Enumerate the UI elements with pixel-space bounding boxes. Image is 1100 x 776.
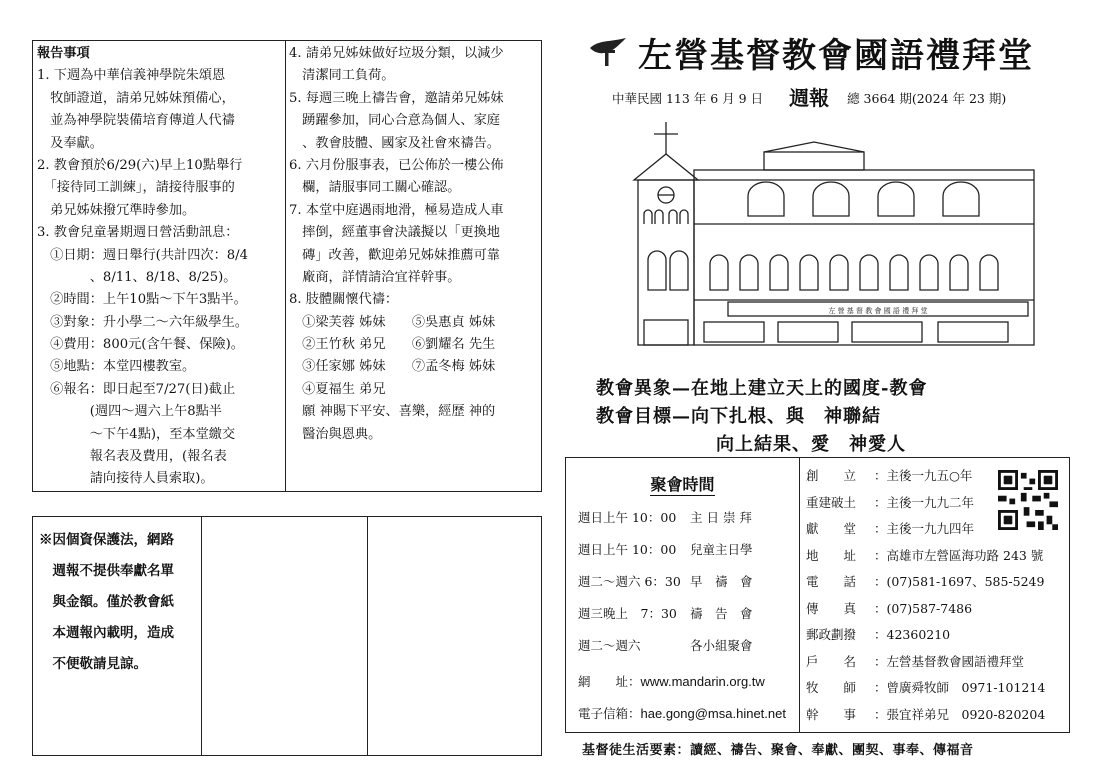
notice-line: 7. 本堂中庭遇雨地滑，極易造成人車 bbox=[289, 202, 504, 218]
church-info-row bbox=[806, 546, 1043, 564]
church-info-row bbox=[806, 652, 1024, 670]
notice-line: ①日期：週日舉行(共計四次：8/4 bbox=[37, 247, 248, 263]
email-link[interactable]: hae.gong@msa.hinet.net bbox=[640, 706, 786, 721]
notice-line: ⑤地點：本堂四樓教室。 bbox=[37, 359, 196, 375]
notice-line: ②時間：上午10點～下午3點半。 bbox=[37, 292, 247, 308]
church-name-title: 左營基督教會國語禮拜堂 bbox=[638, 36, 1034, 76]
privacy-line: 不便敬請見諒。 bbox=[39, 656, 147, 672]
info-key: 地 址 bbox=[806, 547, 857, 563]
info-separator: ： bbox=[874, 468, 887, 483]
meeting-row bbox=[578, 540, 753, 558]
notice-line: 醫治與恩典。 bbox=[289, 426, 382, 442]
notice-line: 5. 每週三晚上禱告會，邀請弟兄姊妹 bbox=[289, 90, 504, 106]
website-link[interactable]: www.mandarin.org.tw bbox=[640, 674, 765, 689]
info-key: 重建破土 bbox=[806, 494, 857, 510]
notice-line: ③任家娜 姊妹 ⑦孟冬梅 姊妹 bbox=[289, 359, 496, 375]
website-row bbox=[578, 672, 765, 690]
church-info-row bbox=[806, 599, 972, 617]
info-value: 42360210 bbox=[886, 627, 951, 642]
notice-line: 6. 六月份服事表，已公佈於一樓公佈 bbox=[289, 157, 504, 173]
info-key: 創 立 bbox=[806, 468, 857, 483]
church-info-panel bbox=[565, 457, 1070, 733]
meeting-row bbox=[578, 636, 753, 654]
notice-line: ③對象：升小學二～六年級學生。 bbox=[37, 314, 248, 330]
meeting-name: 主 日 崇 拜 bbox=[690, 510, 752, 525]
notice-line: 廠商，詳情請洽宜祥幹事。 bbox=[289, 269, 461, 285]
motto-goal-1: 教會目標—向下扎根、與 神聯結 bbox=[596, 406, 881, 427]
notice-line: 8. 肢體關懷代禱： bbox=[289, 292, 399, 308]
info-value: 曾廣舜牧師 0971-101214 bbox=[886, 680, 1046, 695]
meeting-row bbox=[578, 572, 753, 590]
notice-line: 踴躍參加，同心合意為個人、家庭 bbox=[289, 113, 500, 129]
privacy-notice-text bbox=[39, 525, 199, 680]
meeting-name: 早 禱 會 bbox=[690, 574, 753, 589]
notice-line: 、8/11、8/18、8/25)。 bbox=[37, 269, 237, 285]
notices-left-column bbox=[37, 43, 283, 491]
meeting-times-heading: 聚會時間 bbox=[650, 475, 715, 494]
email-row bbox=[578, 704, 786, 722]
dove-cross-logo-icon bbox=[588, 36, 628, 68]
church-info-row bbox=[806, 705, 1045, 723]
info-key: 電 話 bbox=[806, 574, 857, 589]
notice-line: ②王竹秋 弟兄 ⑥劉耀名 先生 bbox=[289, 337, 496, 353]
info-value: 主後一九九二年 bbox=[886, 494, 975, 510]
church-info-row bbox=[806, 493, 974, 511]
column-divider bbox=[285, 41, 286, 491]
info-key: 獻 堂 bbox=[806, 521, 857, 536]
issue-number: 總 3664 期(2024 年 23 期) bbox=[847, 91, 1007, 106]
info-separator: ： bbox=[874, 680, 887, 695]
info-separator: ： bbox=[874, 494, 887, 510]
notice-line: ～下午4點)，至本堂繳交 bbox=[37, 426, 236, 442]
meeting-time: 週二～週六 bbox=[578, 638, 641, 653]
issue-line bbox=[612, 82, 1052, 111]
church-info-row bbox=[806, 466, 972, 484]
meeting-time: 週日上午 10：00 bbox=[578, 510, 677, 525]
motto-vision: 教會異象—在地上建立天上的國度-教會 bbox=[596, 378, 928, 399]
info-key: 牧 師 bbox=[806, 680, 857, 695]
website-label: 網 址： bbox=[578, 674, 641, 689]
notice-line: 「接待同工訓練」，請接待服事的 bbox=[37, 180, 235, 196]
masthead bbox=[580, 28, 1070, 78]
notice-line: 願 神賜下平安、喜樂，經歷 神的 bbox=[289, 404, 496, 420]
notices-title: 報告事項 bbox=[37, 46, 90, 61]
notice-line: 4. 請弟兄姊妹做好垃圾分類，以減少 bbox=[289, 46, 504, 61]
meeting-row bbox=[578, 508, 752, 526]
info-value: 張宜祥弟兄 0920-820204 bbox=[886, 706, 1046, 722]
info-value: (07)581-1697、585-5249 bbox=[886, 574, 1045, 589]
notice-line: 欄，請服事同工關心確認。 bbox=[289, 180, 461, 196]
issue-date: 中華民國 113 年 6 月 9 日 bbox=[612, 91, 764, 106]
info-key: 幹 事 bbox=[806, 706, 857, 722]
notice-line: 及奉獻。 bbox=[37, 135, 103, 151]
notice-line: 並為神學院裝備培育傳道人代禱 bbox=[37, 113, 235, 129]
info-separator: ： bbox=[874, 653, 887, 669]
meeting-time: 週日上午 10：00 bbox=[578, 542, 677, 557]
info-value: 左營基督教會國語禮拜堂 bbox=[886, 653, 1025, 669]
meeting-name: 兒童主日學 bbox=[690, 542, 753, 557]
notices-panel bbox=[32, 40, 542, 492]
info-separator: ： bbox=[874, 600, 887, 616]
building-sign-text: 左 營 基 督 教 會 國 語 禮 拜 堂 bbox=[828, 307, 928, 315]
meeting-name: 各小組聚會 bbox=[690, 638, 753, 653]
info-separator: ： bbox=[874, 706, 887, 722]
info-divider bbox=[799, 458, 800, 732]
meeting-time: 週二～週六 6：30 bbox=[578, 574, 681, 589]
notice-line: 1. 下週為中華信義神學院朱頌恩 bbox=[37, 68, 226, 84]
email-label: 電子信箱： bbox=[578, 706, 641, 721]
info-separator: ： bbox=[874, 521, 887, 536]
church-info-row bbox=[806, 519, 974, 537]
church-info-row bbox=[806, 572, 1044, 590]
info-value: 高雄市左營區海功路 243 號 bbox=[886, 547, 1044, 563]
privacy-divider-1 bbox=[201, 517, 202, 755]
info-key: 郵政劃撥 bbox=[806, 627, 857, 642]
notice-line: 請向接待人員索取)。 bbox=[37, 471, 214, 487]
church-info-row bbox=[806, 625, 950, 643]
notice-line: 牧師證道，請弟兄姊妹預備心， bbox=[37, 90, 235, 106]
notice-line: 弟兄姊妹撥冗準時參加。 bbox=[37, 202, 196, 218]
info-separator: ： bbox=[874, 627, 887, 642]
meeting-name: 禱 告 會 bbox=[690, 606, 753, 621]
notices-right-lines bbox=[289, 43, 539, 446]
privacy-line: 週報不提供奉獻名單 bbox=[39, 563, 174, 579]
notices-right-column bbox=[289, 43, 539, 446]
info-value: 主後一九九四年 bbox=[886, 521, 975, 536]
notice-line: 清潔同工負荷。 bbox=[289, 68, 395, 84]
christian-life-footer: 基督徒生活要素：讀經、禱告、聚會、奉獻、團契、事奉、傳福音 bbox=[582, 743, 974, 758]
meeting-time: 週三晚上 7：30 bbox=[578, 606, 677, 621]
church-info-row bbox=[806, 678, 1045, 696]
info-separator: ： bbox=[874, 574, 887, 589]
notice-line: (週四～週六上午8點半 bbox=[37, 404, 222, 420]
notice-line: 、教會肢體、國家及社會來禱告。 bbox=[289, 135, 500, 151]
info-key: 戶 名 bbox=[806, 653, 857, 669]
info-value: (07)587-7486 bbox=[886, 600, 973, 616]
meeting-row bbox=[578, 604, 753, 622]
motto-goal-2: 向上結果、愛 神愛人 bbox=[716, 434, 906, 455]
notice-line: 磚」改善，歡迎弟兄姊妹推薦可靠 bbox=[289, 247, 500, 263]
notice-line: ④費用：800元(含午餐、保險)。 bbox=[37, 337, 244, 353]
privacy-line: 本週報內載明，造成 bbox=[39, 625, 174, 641]
qr-code-icon[interactable] bbox=[998, 470, 1058, 530]
info-separator: ： bbox=[874, 547, 887, 563]
privacy-notice-panel bbox=[32, 516, 542, 756]
info-key: 傳 真 bbox=[806, 600, 857, 616]
notices-left-lines bbox=[37, 65, 283, 490]
notice-line: ①梁芙蓉 姊妹 ⑤吳惠貞 姊妹 bbox=[289, 314, 496, 330]
privacy-divider-2 bbox=[367, 517, 368, 755]
bulletin-label: 週報 bbox=[789, 86, 830, 110]
notice-line: 摔倒，經董事會決議擬以「更換地 bbox=[289, 225, 500, 241]
meeting-times-title bbox=[566, 472, 799, 495]
info-value: 主後一九五○年 bbox=[886, 468, 973, 483]
church-building-illustration bbox=[628, 120, 1048, 360]
notice-line: 報名表及費用，(報名表 bbox=[37, 449, 227, 465]
notice-line: ④夏福生 弟兄 bbox=[289, 381, 386, 397]
privacy-line: ※因個資保護法，網路 bbox=[39, 532, 174, 548]
notice-line: 2. 教會預於6/29(六)早上10點舉行 bbox=[37, 157, 243, 173]
notice-line: ⑥報名：即日起至7/27(日)截止 bbox=[37, 381, 236, 397]
notice-line: 3. 教會兒童暑期週日營活動訊息： bbox=[37, 225, 239, 241]
privacy-line: 與金額。僅於教會紙 bbox=[39, 594, 174, 610]
